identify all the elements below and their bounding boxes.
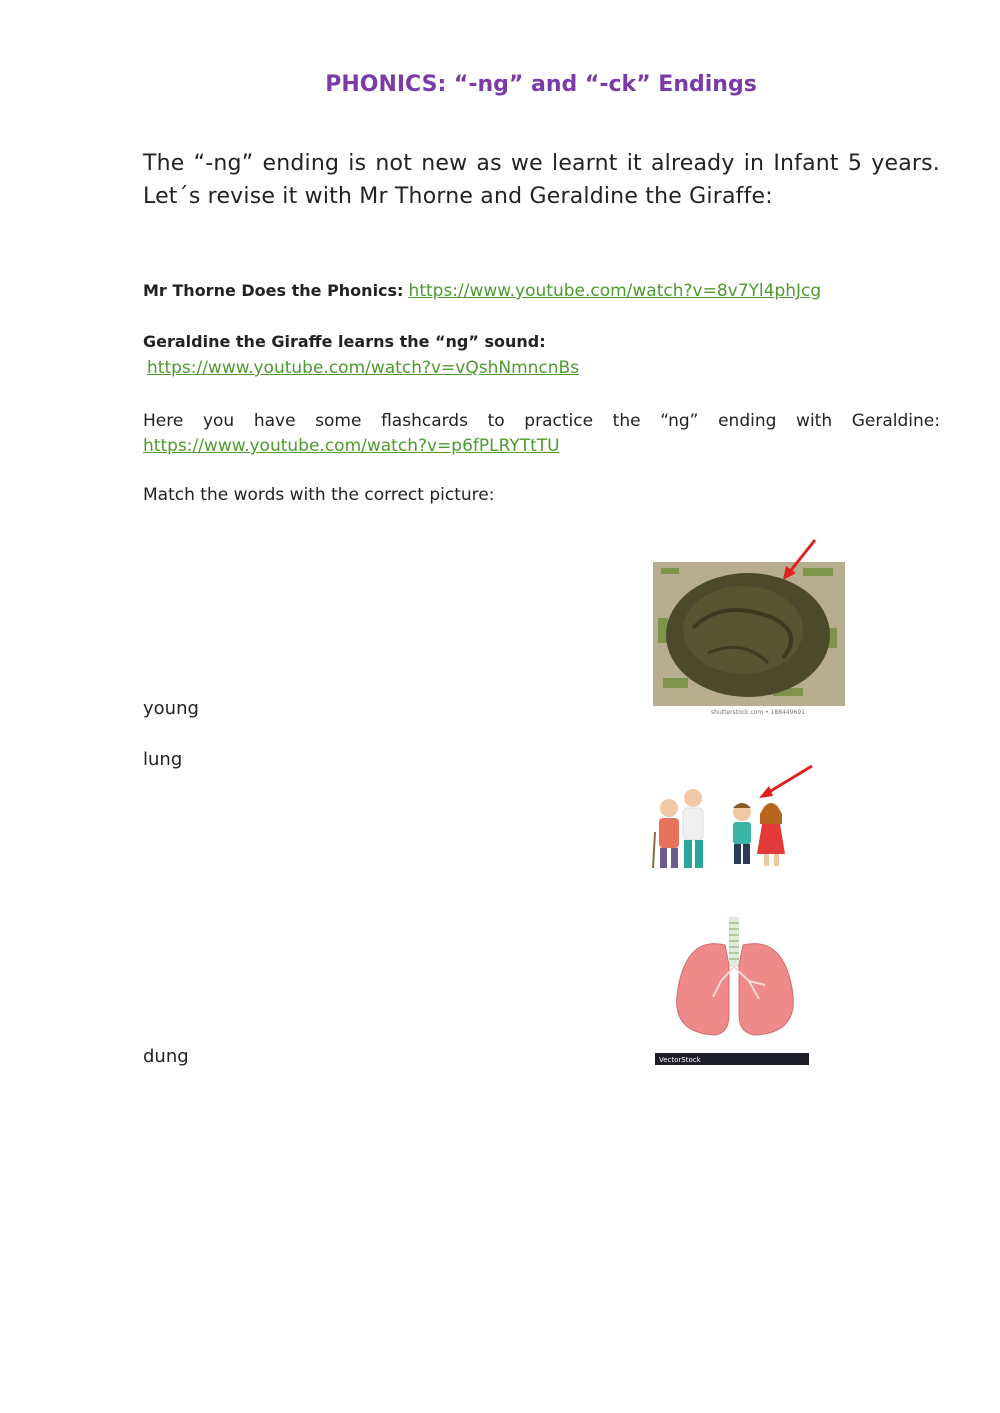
mr-thorne-label: Mr Thorne Does the Phonics: (143, 281, 404, 300)
geraldine-label: Geraldine the Giraffe learns the “ng” sound: (143, 332, 546, 351)
flashcards-link[interactable]: https://www.youtube.com/watch?v=p6fPLRYTtTU (143, 436, 560, 456)
word-lung: lung (143, 749, 183, 770)
flashcards-paragraph (143, 409, 940, 459)
intro-paragraph: The “-ng” ending is not new as we learnt it already in Infant 5 years. Let´s revise it with Mr Thorne and Geraldine the Giraffe: (143, 151, 940, 209)
word-young: young (143, 698, 199, 719)
lungs-caption: VectorStock (659, 1056, 701, 1064)
page-title: PHONICS: “-ng” and “-ck” Endings (325, 72, 757, 97)
geraldine-link[interactable]: https://www.youtube.com/watch?v=vQshNmncnBs (147, 358, 580, 378)
flashcards-text: Here you have some flashcards to practice the “ng” ending with Geraldine: (143, 411, 940, 431)
young-picture (645, 762, 820, 902)
lungs-picture (655, 915, 815, 1067)
dung-caption: shutterstock.com • 188449691 (711, 709, 805, 716)
mr-thorne-row (143, 281, 821, 301)
dung-picture (653, 538, 848, 718)
word-dung: dung (143, 1046, 189, 1067)
mr-thorne-link[interactable]: https://www.youtube.com/watch?v=8v7Yl4phJcg (408, 281, 822, 301)
match-instruction: Match the words with the correct picture: (143, 485, 495, 505)
